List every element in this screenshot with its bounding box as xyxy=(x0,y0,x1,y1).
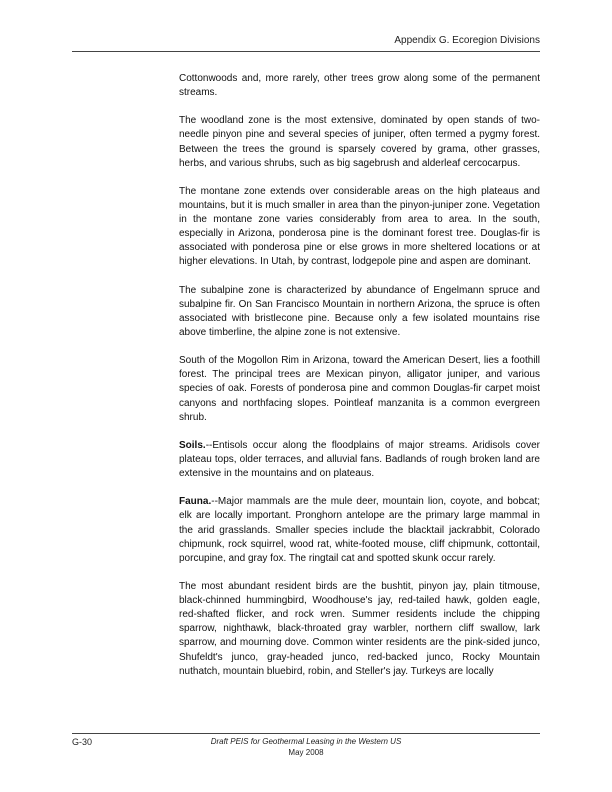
paragraph xyxy=(179,580,540,679)
paragraph-text: Cottonwoods and, more rarely, other trees grow along some of the permanent streams. xyxy=(179,73,540,99)
body-text xyxy=(179,72,540,693)
paragraph-text: South of the Mogollon Rim in Arizona, toward the American Desert, lies a foothill forest. The principal trees are Mexican pinyon, alligator juniper, and various species of oak. Forests of ponderosa pine and common Douglas-fir carpet moist canyons and northfacing slopes. Pointleaf manzanita is a common evergreen shrub. xyxy=(179,355,540,423)
soils-heading: Soils. xyxy=(179,439,206,451)
paragraph-text: The subalpine zone is characterized by abundance of Engelmann spruce and subalpine fir. On San Francisco Mountain in northern Arizona, the spruce is often associated with bristlecone pine. Because only a few isolated mountains rise above timberline, the alpine zone is not extensive. xyxy=(179,284,540,338)
paragraph-text: The montane zone extends over considerable areas on the high plateaus and mountains, but it is much smaller in area than the pinyon-juniper zone. Vegetation in the montane zone varies considerably from area to area. In the south, especially in Arizona, ponderosa pine is the dominant forest tree. Douglas-fir is associated with ponderosa pine or else grows in more sheltered locations or at higher elevations. In Utah, by contrast, lodgepole pine and aspen are dominant. xyxy=(179,185,540,268)
paragraph-text: --Entisols occur along the floodplains of major streams. Aridisols cover plateau tops, older terraces, and alluvial fans. Badlands of rough broken land are extensive in the mountains and on plateaus. xyxy=(179,439,540,480)
paragraph-text: --Major mammals are the mule deer, mountain lion, coyote, and bobcat; elk are locally important. Pronghorn antelope are the primary large mammal in the arid grasslands. Smaller species include the blacktail jackrabbit, Colorado chipmunk, rock squirrel, wood rat, white-footed mouse, cliff chipmunk, cottontail, porcupine, and gray fox. The ringtail cat and spotted skunk occur rarely. xyxy=(179,496,540,564)
fauna-heading: Fauna. xyxy=(179,496,212,508)
running-header: Appendix G. Ecoregion Divisions xyxy=(394,35,540,46)
header-rule xyxy=(72,51,540,52)
paragraph-text: The woodland zone is the most extensive, dominated by open stands of two-needle pinyon pine and several species of juniper, often termed a pygmy forest. Between the trees the ground is sparsely covered by grama, other grasses, herbs, and various shrubs, such as big sagebrush and alderleaf cercocarpus. xyxy=(179,115,540,169)
footer-document-title: Draft PEIS for Geothermal Leasing in the Western US xyxy=(210,737,402,746)
paragraph xyxy=(179,284,540,340)
paragraph-soils xyxy=(179,439,540,481)
paragraph xyxy=(179,185,540,270)
paragraph xyxy=(179,114,540,170)
footer-rule xyxy=(72,733,540,734)
page-number: G-30 xyxy=(72,737,93,747)
footer-date: May 2008 xyxy=(288,747,324,757)
paragraph xyxy=(179,354,540,424)
paragraph xyxy=(179,72,540,100)
paragraph-fauna xyxy=(179,495,540,565)
paragraph-text: The most abundant resident birds are the bushtit, pinyon jay, plain titmouse, black-chinned hummingbird, Woodhouse's jay, red-tailed hawk, golden eagle, red-shafted flicker, and rock wren. Summer residents include the chipping sparrow, nighthawk, black-throated gray warbler, northern cliff swallow, lark sparrow, and mourning dove. Common winter residents are the pink-sided junco, Shufeldt's junco, gray-headed junco, red-backed junco, Rocky Mountain nuthatch, mountain bluebird, robin, and Steller's jay. Turkeys are locally xyxy=(179,581,540,677)
footer xyxy=(150,737,462,758)
